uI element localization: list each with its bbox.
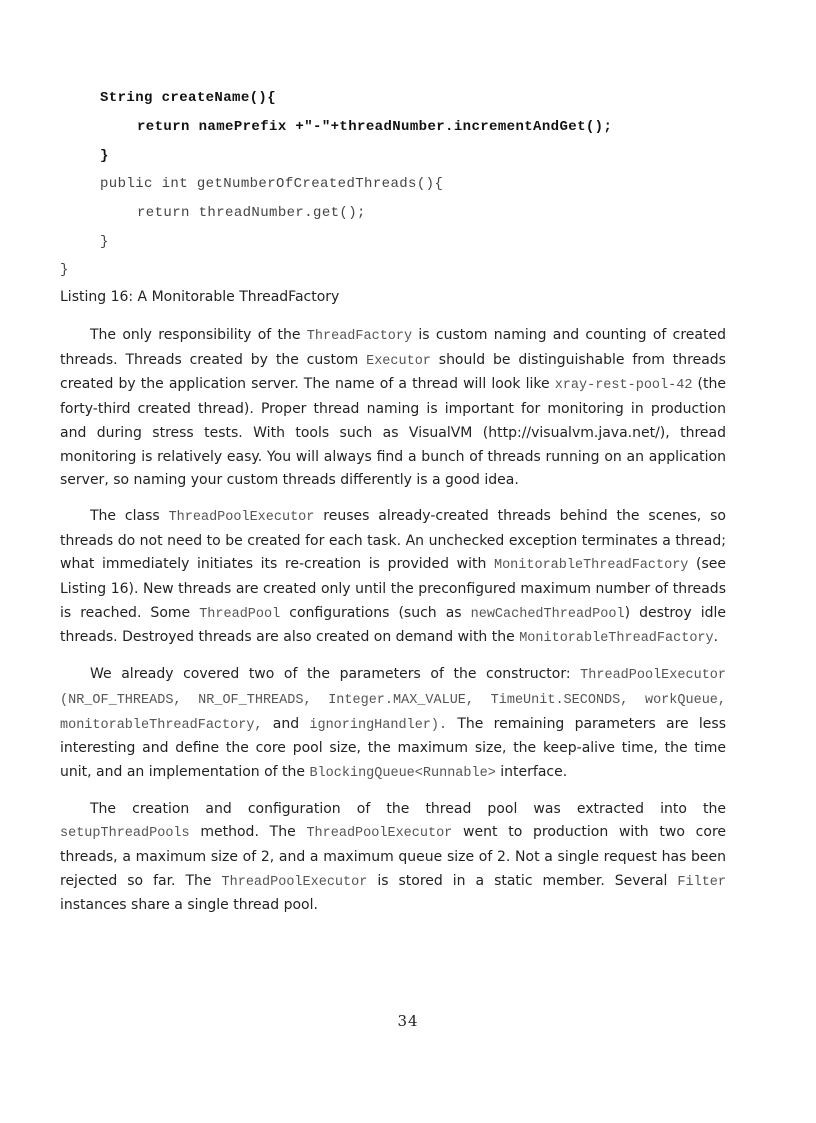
code-line: return threadNumber.get();	[137, 205, 366, 221]
paragraph: The class ThreadPoolExecutor reuses already-created threads behind the scenes, so threads do not need to be created for each task. An unchecked exception terminates a thread; what immediately initiates its re-creation is provided with MonitorableThreadFactory (see Listing 16). New threads are created only until the preconfigured maximum number of threads is reached. Some ThreadPool configurations (such as newCachedThreadPool) destroy idle threads. Destroyed threads are also created on demand with the MonitorableThreadFactory.	[60, 507, 726, 647]
listing-caption: Listing 16: A Monitorable ThreadFactory	[60, 289, 340, 305]
code-line: }	[60, 262, 69, 278]
code-line: return namePrefix +"-"+threadNumber.incrementAndGet();	[137, 119, 613, 135]
paragraph: The only responsibility of the ThreadFactory is custom naming and counting of created threads. Threads created by the custom Executor should be distinguishable from threads created by the application server. The name of a thread will look like xray-rest-pool-42 (the forty-third created thread). Proper thread naming is important for monitoring in production and during stress tests. With tools such as VisualVM (http://visualvm.java.net/), thread monitoring is relatively easy. You will always find a bunch of threads running on an application server, so naming your custom threads differently is a good idea.	[60, 327, 726, 489]
paragraph: The creation and configuration of the thread pool was extracted into the setupThreadPools method. The ThreadPoolExecutor went to production with two core threads, a maximum size of 2, and a maximum queue size of 2. Not a single request has been rejected so far. The ThreadPoolExecutor is stored in a static member. Several Filter instances share a single thread pool.	[60, 800, 727, 914]
paragraph: We already covered two of the parameters of the constructor: ThreadPoolExecutor (NR_OF_THREADS, NR_OF_THREADS, Integer.MAX_VALUE, TimeUnit.SECONDS, workQueue, monitorableThreadFactory, and ignoringHandler). The remaining parameters are less interesting and define the core pool size, the maximum size, the keep-alive time, the time unit, and an implementation of the BlockingQueue<Runnable> interface.	[60, 666, 726, 781]
code-line: public int getNumberOfCreatedThreads(){	[100, 176, 444, 192]
code-line: }	[100, 234, 109, 250]
code-line: }	[100, 148, 109, 164]
page-number: 34	[397, 1012, 419, 1030]
body-text	[60, 324, 726, 930]
code-line: String createName(){	[100, 90, 277, 106]
